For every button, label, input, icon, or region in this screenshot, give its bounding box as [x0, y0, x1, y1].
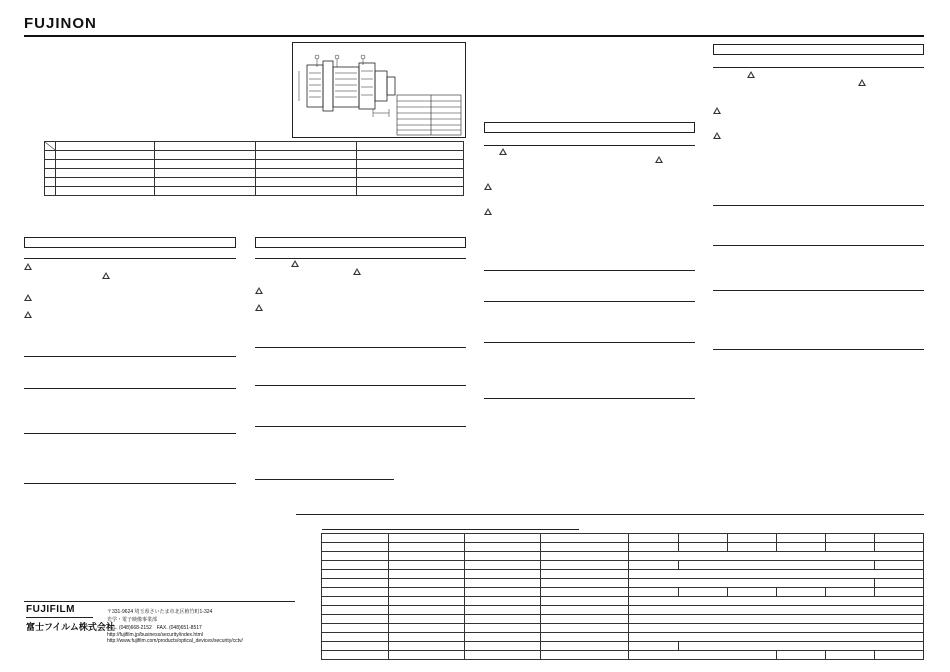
col4-section-title-box: [713, 44, 924, 55]
spec-title-rule: [322, 529, 579, 530]
col4-rule: [713, 67, 924, 68]
col1-warning-icon-3: [24, 294, 32, 301]
footer-phone: TEL. (048)668-2152 FAX. (048)651-8517: [107, 625, 202, 631]
col2-section-title-box: [255, 237, 466, 248]
col1-section-title-box: [24, 237, 236, 248]
col1-rule: [24, 388, 236, 389]
col4-rule: [713, 245, 924, 246]
col4-warning-icon-3: [713, 107, 721, 114]
col4-rule: [713, 290, 924, 291]
col3-rule: [484, 145, 695, 146]
col2-rule: [255, 426, 466, 427]
col1-warning-icon-2: [102, 272, 110, 279]
footer-brand-underline: [26, 617, 93, 618]
col1-rule: [24, 483, 236, 484]
col3-warning-icon-4: [484, 208, 492, 215]
col1-rule: [24, 356, 236, 357]
col2-rule: [255, 385, 466, 386]
col1-rule: [24, 433, 236, 434]
footer-address-line1: 〒331-9624 埼玉県さいたま市北区植竹町1-324: [107, 609, 213, 615]
col4-warning-icon-1: [747, 71, 755, 78]
col3-rule: [484, 398, 695, 399]
spec-table: [321, 533, 924, 660]
footer-url-1[interactable]: http://fujifilm.jp/business/security/index.html: [107, 632, 203, 638]
spec-section-rule: [296, 514, 924, 515]
col3-warning-icon-1: [499, 148, 507, 155]
footer-brand: FUJIFILM: [26, 604, 75, 615]
header-brand: FUJINON: [24, 15, 97, 32]
col2-warning-icon-1: [291, 260, 299, 267]
col3-warning-icon-3: [484, 183, 492, 190]
col3-warning-icon-2: [655, 156, 663, 163]
footer-rule: [24, 601, 295, 602]
col2-warning-icon-4: [255, 304, 263, 311]
col3-rule: [484, 342, 695, 343]
col2-warning-icon-3: [255, 287, 263, 294]
footer-url-2[interactable]: http://www.fujifilm.com/products/optical_devices/security/cctv/: [107, 638, 243, 644]
parts-table: [44, 141, 464, 196]
col3-rule: [484, 270, 695, 271]
col4-rule: [713, 205, 924, 206]
lens-diagram: [293, 43, 465, 137]
header-rule: [24, 35, 924, 37]
col4-rule: [713, 349, 924, 350]
col2-rule: [255, 479, 394, 480]
footer-company: 富士フイルム株式会社: [26, 623, 115, 633]
col1-warning-icon-4: [24, 311, 32, 318]
col2-warning-icon-2: [353, 268, 361, 275]
col3-rule: [484, 301, 695, 302]
col2-rule: [255, 347, 466, 348]
col1-rule: [24, 258, 236, 259]
col1-warning-icon-1: [24, 263, 32, 270]
col4-warning-icon-4: [713, 132, 721, 139]
col3-section-title-box: [484, 122, 695, 133]
col4-warning-icon-2: [858, 79, 866, 86]
col2-rule: [255, 258, 466, 259]
lens-diagram-box: [292, 42, 466, 138]
footer-address-line2: 光学・電子映像事業部: [107, 617, 158, 623]
